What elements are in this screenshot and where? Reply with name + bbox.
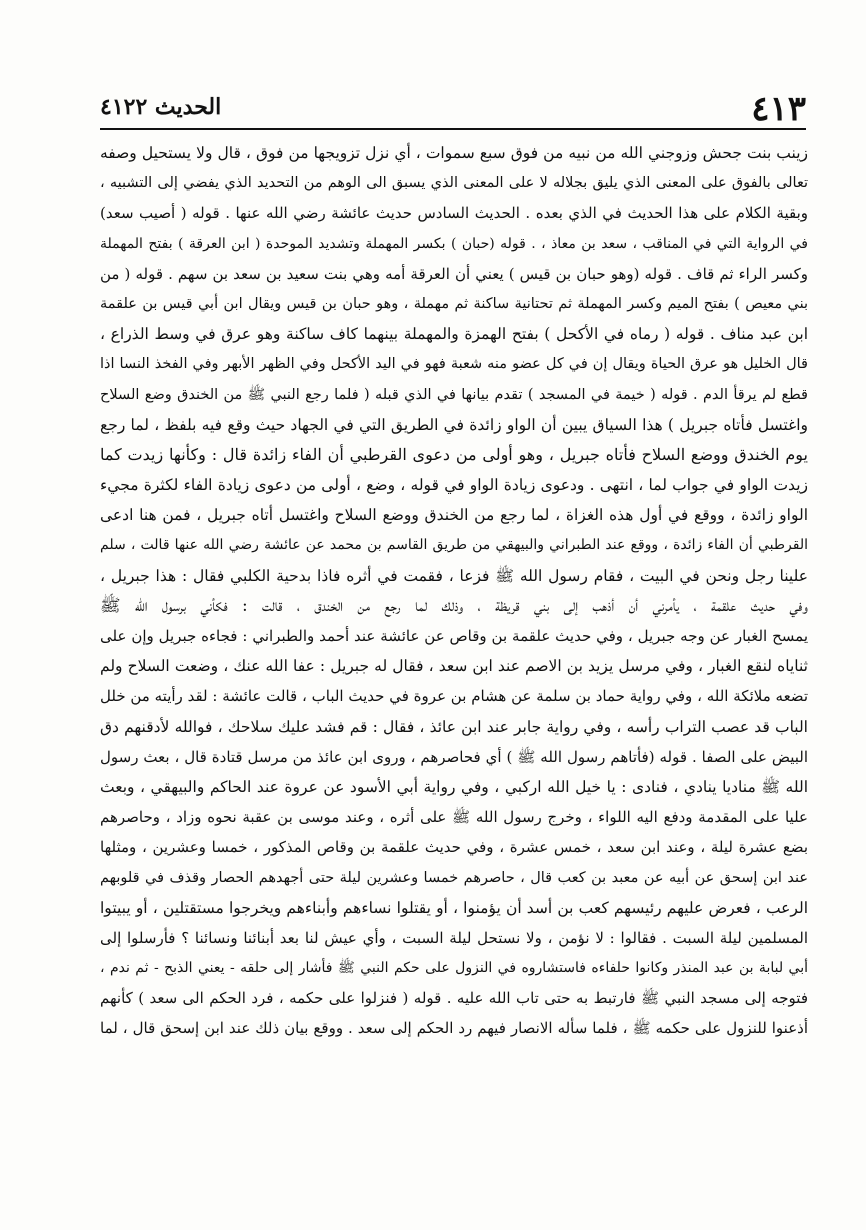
text-line: وفي حديث علقمة ، يأمرني أن أذهب إلى بني قريظة ، وذلك لما رجع من الخندق ، قالت : فكأني برسول الله ﷺ — [100, 595, 808, 616]
text-line: ثناياه لنقع الغبار ، وفي مرسل يزيد بن الاصم عند ابن سعد ، فقال له جبريل : عفا الله عنك ، وضعت السلاح ولم — [100, 657, 808, 676]
text-line: الواو زائدة ، ووقع في أول هذه الغزاة ، لما رجع من الخندق ووضع السلاح واغتسل أتاه جبريل ، فمن هنا ادعى — [100, 506, 808, 525]
text-line: الله ﷺ مناديا ينادي ، فنادى : يا خيل الله اركبي ، وفي رواية أبي الأسود عن عروة عند الحاكم والبيهقي ، وبعث — [100, 777, 808, 796]
text-line: وبقية الكلام على هذا الحديث في الذي بعده . الحديث السادس حديث عائشة رضي الله عنها . قوله ( أصيب سعد) — [100, 204, 808, 223]
text-line: تضعه ملائكة الله ، وفي رواية حماد بن سلمة عن هشام بن عروة في حديث الباب ، قالت عائشة : لقد رأيته من خلل — [100, 687, 808, 706]
text-line: المسلمين ليلة السبت . فقالوا : لا نؤمن ، ولا نستحل ليلة السبت ، وأي عيش لنا بعد أبنائنا ونسائنا ؟ فأرسلوا إلى — [100, 928, 808, 947]
text-line: وكسر الراء ثم قاف . قوله (وهو حبان بن قيس ) يعني أن العرقة أمه وهي بنت سعيد بن سعد بن سهم . قوله ( من — [100, 264, 808, 283]
text-line: أبي لبابة بن عبد المنذر وكانوا حلفاءه فاستشاروه في النزول على حكم النبي ﷺ فأشار إلى حلقه - يعني الذبح - ثم ندم ، — [100, 960, 808, 977]
text-line: بني معيص ) بفتح الميم وكسر المهملة ثم تحتانية ساكنة ثم مهملة ، وهو حبان بن قيس ويقال ابن أبي قيس بن علقمة — [100, 295, 808, 312]
text-line: ابن عبد مناف . قوله ( رماه في الأكحل ) بفتح الهمزة والمهملة بينهما كاف ساكنة وهو عرق في وسط الذراع ، — [100, 325, 808, 344]
text-line: علينا رجل ونحن في البيت ، فقام رسول الله ﷺ فزعا ، فقمت في أثره فاذا بدحية الكلبي فقال : هذا جبريل ، — [100, 566, 808, 585]
text-line: عند ابن إسحق عن أبيه عن معبد بن كعب قال ، حاصرهم خمسا وعشرين ليلة حتى أجهدهم الحصار وقذف في قلوبهم — [100, 869, 808, 886]
page-number: ٤١٣ — [751, 89, 806, 129]
text-line: الباب قد عصب التراب رأسه ، وفي رواية جابر عند ابن عائذ ، فقال : قم فشد عليك سلاحك ، فوالله لأدقنهم دق — [100, 717, 808, 736]
text-line: واغتسل فأتاه جبريل ) هذا السياق يبين أن الواو زائدة في الطريق التي في الجهاد حيث وقع فيه بلفظ ، لما رجع — [100, 415, 808, 434]
page-header — [100, 88, 806, 128]
text-line: قطع لم يرقأ الدم . قوله ( خيمة في المسجد ) تقدم بيانها في الذي قبله ( فلما رجع النبي ﷺ من الخندق وضع السلاح — [100, 386, 808, 403]
body-text — [100, 138, 808, 1044]
text-line: يوم الخندق ووضع السلاح فأتاه جبريل ، وهو أولى من دعوى القرطبي أن الفاء زائدة قال : وكأنها زيدت كما — [100, 444, 808, 464]
text-line: بضع عشرة ليلة ، وعند ابن سعد ، خمس عشرة ، وفي حديث علقمة بن وقاص المذكور ، خمسا وعشرين ، ومثلها — [100, 838, 808, 857]
running-head: الحديث ٤١٢٢ — [100, 94, 222, 120]
text-line: زيدت الواو في جواب لما ، انتهى . ودعوى زيادة الواو في قوله ، وضع ، أولى من دعوى زيادة الفاء لكثرة مجيء — [100, 476, 808, 495]
text-line: قال الخليل هو عرق الحياة ويقال إن في كل عضو منه شعبة فهو في اليد الأكحل وفي الظهر الأبهر وفي الفخذ النسا اذا — [100, 356, 808, 373]
text-line: أذعنوا للنزول على حكمه ﷺ ، فلما سأله الانصار فيهم رد الحكم إلى سعد . ووقع بيان ذلك عند ابن إسحق قال ، لما — [100, 1019, 808, 1038]
text-line: يمسح الغبار عن وجه جبريل ، وفي حديث علقمة بن وقاص عن عائشة عند أحمد والطبراني : فجاءه جبريل وإن على — [100, 627, 808, 645]
text-line: زينب بنت جحش وزوجني الله من نبيه من فوق سبع سموات ، أي نزل تزويجها من فوق ، قال ولا يستحيل وصفه — [100, 144, 808, 162]
text-line: فتوجه إلى مسجد النبي ﷺ فارتبط به حتى تاب الله عليه . قوله ( فنزلوا على حكمه ، فرد الحكم الى سعد ) كأنهم — [100, 989, 808, 1008]
text-line: البيض على الصفا . قوله (فأتاهم رسول الله ﷺ ) أي فحاصرهم ، وروى ابن عائذ من مرسل قتادة قال ، بعث رسول — [100, 747, 808, 766]
text-line: تعالى بالفوق على المعنى الذي يليق بجلاله لا على المعنى الذي يسبق الى الوهم من التحديد الذي يفضي إلى التشبيه ، — [100, 175, 808, 192]
text-line: القرطبي أن الفاء زائدة ، ووقع عند الطبراني والبيهقي من طريق القاسم بن محمد عن عائشة رضي الله عنها قالت ، سلم — [100, 537, 808, 554]
text-line: الرعب ، فعرض عليهم رئيسهم كعب بن أسد أن يؤمنوا ، أو يقتلوا نساءهم وأبناءهم ويخرجوا مستقتلين ، أو يبيتوا — [100, 898, 808, 917]
header-rule — [100, 128, 806, 130]
text-line: في الرواية التي في المناقب ، سعد بن معاذ ، . قوله (حبان ) بكسر المهملة وتشديد الموحدة ( ابن العرقة ) بفتح المهملة — [100, 235, 808, 252]
text-line: عليا على المقدمة ودفع اليه اللواء ، وخرج رسول الله ﷺ على أثره ، وعند موسى بن عقبة نحوه وزاد ، وحاصرهم — [100, 808, 808, 827]
